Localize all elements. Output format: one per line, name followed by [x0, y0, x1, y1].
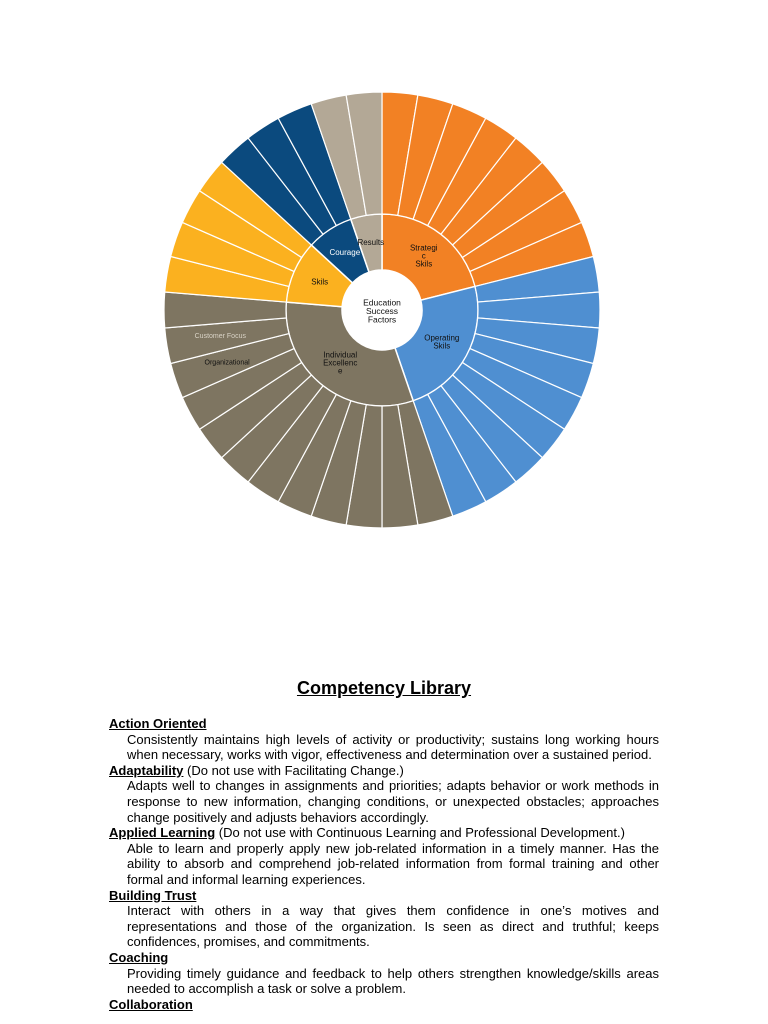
competency-term: Action Oriented — [109, 716, 207, 731]
competency-note: (Do not use with Continuous Learning and Professional Development.) — [215, 825, 625, 841]
competency-heading — [109, 716, 659, 732]
competency-entry — [109, 763, 659, 825]
competency-heading — [109, 997, 659, 1013]
competency-entry — [109, 825, 659, 887]
competency-entry — [109, 716, 659, 763]
competency-term: Building Trust — [109, 887, 197, 903]
center-label: Education Success Factors — [363, 297, 401, 325]
competency-description: Consistently maintains high levels of activity or productivity; sustains long working hours when necessary, works with vigor, effectiveness and determination over a sustained period. — [127, 731, 659, 763]
inner-segment-label: Skils — [311, 277, 329, 287]
competency-term: Coaching — [109, 949, 169, 965]
competency-heading — [109, 950, 659, 966]
inner-segment-label: Strategi c Skils — [409, 243, 438, 269]
competency-term: Adaptability — [109, 762, 184, 778]
competency-description: Able to learn and properly apply new job-related information in a timely manner. Has the ability to absorb and comprehend job-related information from formal training and other formal and informal learning experiences. — [127, 840, 659, 887]
competency-term: Applied Learning — [109, 825, 216, 841]
inner-segment-label: Individual Excellenc e — [323, 350, 358, 376]
competency-list — [109, 716, 659, 1012]
inner-segment-label: Results — [357, 238, 385, 248]
inner-segment-label: Operating Skils — [424, 333, 460, 351]
competency-note: (Do not use with Facilitating Change.) — [183, 762, 404, 778]
competency-entry — [109, 997, 659, 1013]
competency-heading — [109, 825, 659, 841]
inner-segment-label: Courage — [329, 248, 361, 258]
document-title: Competency Library — [296, 678, 472, 698]
competency-heading — [109, 763, 659, 779]
competency-description: Providing timely guidance and feedback to help others strengthen knowledge/skills areas needed to accomplish a task or solve a problem. — [127, 965, 659, 997]
outer-label-organizational: Organizational — [204, 359, 250, 367]
competency-entry — [109, 888, 659, 950]
competency-description: Interact with others in a way that gives them confidence in one’s motives and representations and those of the organization. Is seen as direct and truthful; keeps confidences, promises, and commitments. — [127, 903, 659, 950]
competency-term: Collaboration — [109, 996, 193, 1012]
competency-heading — [109, 888, 659, 904]
competency-entry — [109, 950, 659, 997]
competency-description: Adapts well to changes in assignments and priorities; adapts behavior or work methods in response to new information, changing conditions, or unexpected obstacles; approaches change positively and adjusts behaviors accordingly. — [127, 778, 659, 825]
outer-label-customer-focus: Customer Focus — [194, 332, 246, 340]
